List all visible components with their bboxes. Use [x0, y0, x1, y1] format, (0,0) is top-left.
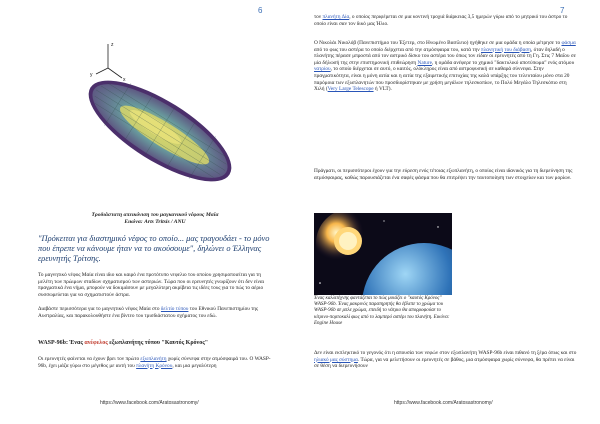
- press-release-link[interactable]: δελτίο τύπου: [160, 306, 189, 312]
- paragraph-4-text: Δεν είναι εκπληκτικό το γεγονός ότι η απουσία των νεφών στον εξωπλανήτη WASP-96b είναι πιθανό τη ξέρα όπως και στο: [314, 350, 577, 356]
- paragraph-3-text: Οι ερευνητές φαίνεται να έχουν βρει τον πρώτο: [38, 356, 141, 362]
- paragraph-3-text-end: , και μια μεγαλύτερη: [172, 362, 217, 369]
- paragraph-3: [38, 356, 274, 369]
- image-caption: [80, 212, 230, 225]
- spectrum-link[interactable]: φάσμα: [561, 40, 576, 46]
- paragraph-2-text-d: , η ομάδα ανέφερε το χημικό "δακτυλικό αποτύπωμα" ενός ατόμου: [431, 59, 575, 66]
- paragraph-2-text: Διαβάστε περισσότερα για το μαγνητικό νέφος Μαία στο: [38, 306, 161, 312]
- svg-text:x: x: [123, 77, 126, 83]
- nature-link[interactable]: Nature: [417, 59, 432, 66]
- paragraph-1-text: τον: [314, 14, 323, 20]
- section-heading-text-end: εξωπλανήτης τύπου "Καυτός Κρόνος": [107, 340, 209, 346]
- paragraph-3-text-mid: χωρίς σύννεφα στην ατμόσφαιρά του. Ο WASP-96b, έχει μάζα γύρω στο μέγεθος με αυτή του: [38, 356, 271, 369]
- paragraph-2-text-a: Ο Νικολάι Νικολόβ (Πανεπιστήμιο του Έξετερ, στο Ηνωμένο Βασίλειο) ηγήθηκε σε μια ομάδα η οποία μέτρησε το: [314, 40, 562, 46]
- paragraph-2-text-c: , όταν δηλαδή ο πλανήτης πέρασε μπροστά από τον αστρικό δίσκο του αστέρα του όπως τον είδαν οι ερευνητές από τη Γη. Στις 7 Μαΐου σε μία δήλωσή της στην επιστημονική επιθεώρηση: [314, 46, 576, 66]
- saturn-link[interactable]: πλανήτη Κρόνου: [136, 362, 173, 369]
- paragraph-2-text-f: ή VLT).: [373, 86, 392, 93]
- paragraph-1: Το μαγνητικό νέφος Μαία είναι ιδιο και καιρό ένα προτότυπο νεφελιο του οποίου χρησιμοποιείται για τη μελέτη των πρώιμων σταδίων σχηματισμού των αστεριών. Τώρα που οι ερευνητές γνωρίζουν ότι δεν είναι πραγματικά ένα νήμα, μπορούν να δοκιμάσουν με μεγαλύτερη ακρίβεια τις ιδέες τους για το πώς το αέριο συσσωρεύεται για να σχηματιστούν άστρα.: [38, 272, 265, 298]
- image-caption-credit: Εικόνα: Arts Tritsis / ANU: [124, 218, 186, 225]
- transit-link[interactable]: πλανητική του διάβαση: [481, 46, 532, 53]
- pull-quote: "Πρόκειται για διαστημικό νέφος το οποίο... μας τραγουδάει - το μόνο που έπρεπε να κάνουμε ήταν να το ακούσουμε", δηλώνει ο Έλληνας ερευνητής Τρίτσης.: [38, 234, 270, 263]
- page-number: 6: [258, 6, 263, 15]
- jupiter-link[interactable]: πλανήτη Δία: [322, 14, 350, 20]
- svg-text:z: z: [111, 42, 114, 48]
- paragraph-1: [314, 14, 578, 27]
- paragraph-3: Πράγματι, οι περισσότεροι έχουν για την εύρεση ενός τέτοιας εξωπλανήτη, ο οποίος είναι ιδανικός για τη διερεύνηση της ατμόσφαιρας, καθώς παρουσιάζεται ένα σαφές φάσμα που θα επιτρέψει την ταυτοποίηση των στοιχείων και των μορίων.: [314, 168, 573, 181]
- page-number: 7: [560, 6, 565, 15]
- solar-system-link[interactable]: ηλιακό μας σύστημα: [314, 356, 358, 363]
- page-footer-url[interactable]: https://www.facebook.com/Aratosastronomy/: [100, 400, 199, 406]
- section-heading-text: WASP-96b: Ένας: [38, 340, 85, 346]
- paragraph-4: [314, 350, 578, 370]
- paragraph-4-text-end: . Τώρα, για να μελετήσουν οι ερευνητές σε βάθος, μια ατμόσφαιρα χωρίς σύννεφα, θα πρέπει να είναι σε θέση να διερευνήσουν: [314, 356, 575, 370]
- section-heading: [38, 340, 274, 347]
- right-page: [300, 0, 600, 424]
- sodium-link[interactable]: νατρίου: [314, 66, 331, 73]
- page-footer-url[interactable]: https://www.facebook.com/Aratosastronomy/: [394, 400, 493, 406]
- exoplanet-link[interactable]: εξωπλανήτη: [140, 356, 167, 362]
- wasp96b-planet-illustration: [314, 213, 452, 295]
- maia-cloud-illustration: [80, 36, 238, 206]
- paragraph-2-text-end: του Εθνικού Πανεπιστημίου της Αυστραλίας, και παρακολουθήστε ένα βίντεο του τρισδιάστατου σχήματος του εδώ.: [38, 306, 259, 319]
- paragraph-2: [314, 40, 578, 93]
- paragraph-2: [38, 306, 274, 319]
- image-caption-title: Τροδιάστατη απεικόνιση του μαγκανικού νέφους Μαία: [91, 212, 219, 218]
- paragraph-2-text-e: , το οποίο διέρχεται σε αυτό, ο καιτός, ολόκληρος είναι από αστροφυσική σε καθαρά σύννεφα. Στην πραγματικότητα, είναι η μόνη αιτία και η αιτία της εξαιρετικής επιτυχίας της καλά υπάρξης του τελευταίου μόνο στα 20 παρόμοια των εξωπλανητών που προσδιορίστηκαν με χρήση μεγάλων τηλεσκοπίων, το Πολύ Μεγάλο Τηλεσκόπιο στη Χιλή (: [314, 66, 570, 93]
- svg-text:y: y: [90, 72, 93, 78]
- vlt-link[interactable]: Very Large Telescope: [327, 86, 374, 93]
- paragraph-2-text-b: από το φως του αστέρα το οποίο διέρχεται από την ατμόσφαιρα του, κατά την: [314, 46, 482, 53]
- paragraph-1-text-end: , ο οποίος περιφέρεται σε μια κοντινή τροχιά διάρκειας 3,5 ημερών γύρω από το μητρικό του άστρο το οποίο είναι σαν τον δικό μας Ήλιο.: [314, 14, 568, 27]
- image-caption: Ένας καλλιτέχνης φαντάζεται το πώς μοιάζει ο "καυτός Κρόνος" WASP-96b. Ένας μακρινός παρατηρητής θα έβλεπε το χρώμα του WASP-96b σε μπλε χρώμα, επειδή το νάτριο θα απορροφούσε το κίτρινο-πορτοκαλί φως από το λαμπερό αστέρι του πλανήτη. Εικόνα: Engine House: [314, 296, 450, 326]
- section-heading-highlight: ανέφελος: [84, 340, 108, 346]
